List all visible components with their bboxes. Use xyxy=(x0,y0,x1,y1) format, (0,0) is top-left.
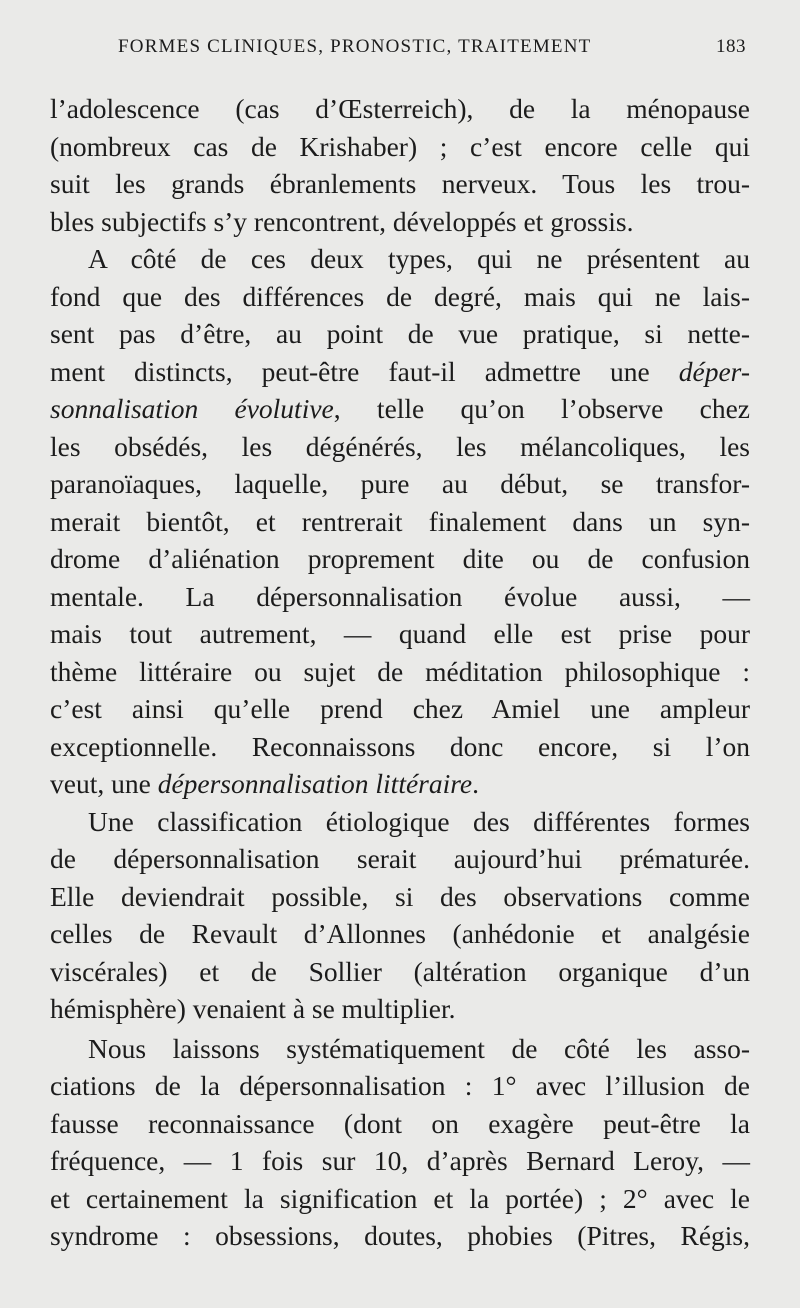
page-number: 183 xyxy=(716,36,746,57)
text-line: drome d’aliénation proprement dite ou de confusion xyxy=(50,543,750,574)
body-text xyxy=(50,90,750,1255)
text-line: fond que des différences de degré, mais qui ne lais- xyxy=(50,280,750,312)
text-run: ment distincts, peut-être faut-il admettre une xyxy=(50,355,679,387)
text-line: Nous laissons systématiquement de côté les asso- xyxy=(88,1032,750,1064)
text-line: mais tout autrement, — quand elle est prise pour xyxy=(50,618,750,649)
text-line: paranoïaques, laquelle, pure au début, se transfor- xyxy=(50,468,750,499)
text-line: les obsédés, les dégénérés, les mélancoliques, les xyxy=(50,430,750,462)
italic-run: déper- xyxy=(678,355,750,387)
text-line: et certainement la signification et la portée) ; 2° avec le xyxy=(50,1182,750,1214)
text-line: A côté de ces deux types, qui ne présentent au xyxy=(88,243,750,274)
text-line: hémisphère) venaient à se multiplier. xyxy=(50,993,456,1024)
paragraph-3 xyxy=(50,803,750,1028)
text-line: (nombreux cas de Krishaber) ; c’est encore celle qui xyxy=(50,130,750,162)
text-line: celles de Revault d’Allonnes (anhédonie et analgésie xyxy=(50,918,750,949)
text-line: suit les grands ébranlements nerveux. Tous les trou- xyxy=(50,168,750,199)
italic-run: dépersonnalisation littéraire xyxy=(157,768,473,799)
text-line: fausse reconnaissance (dont on exagère peut-être la xyxy=(50,1107,750,1139)
text-line: syndrome : obsessions, doutes, phobies (Pitres, Régis, xyxy=(50,1220,750,1251)
text-line: viscérales) et de Sollier (altération organique d’un xyxy=(50,955,750,987)
text-line: merait bientôt, et rentrerait finalement dans un syn- xyxy=(50,505,750,537)
text-line: fréquence, — 1 fois sur 10, d’après Bernard Leroy, — xyxy=(50,1145,750,1176)
paragraph-2 xyxy=(50,240,750,803)
text-run: , telle qu’on l’observe chez xyxy=(333,393,750,424)
text-line: de dépersonnalisation serait aujourd’hui prématurée. xyxy=(50,843,750,874)
text-run: . xyxy=(472,768,480,799)
text-line: c’est ainsi qu’elle prend chez Amiel une ampleur xyxy=(50,693,750,724)
text-line: thème littéraire ou sujet de méditation philosophique : xyxy=(50,655,750,687)
text-line: Une classification étiologique des différentes formes xyxy=(88,805,750,837)
running-title: FORMES CLINIQUES, PRONOSTIC, TRAITEMENT xyxy=(118,36,592,57)
paragraph-1 xyxy=(50,90,750,240)
text-line: l’adolescence (cas d’Œsterreich), de la ménopause xyxy=(50,93,750,124)
text-line: mentale. La dépersonnalisation évolue aussi, — xyxy=(50,580,750,612)
text-line: sent pas d’être, au point de vue pratique, si nette- xyxy=(50,318,750,349)
text-line xyxy=(50,353,750,391)
text-line: ciations de la dépersonnalisation : 1° avec l’illusion de xyxy=(50,1070,750,1101)
text-line: exceptionnelle. Reconnaissons donc encore, si l’on xyxy=(50,730,750,762)
text-line: bles subjectifs s’y rencontrent, développés et grossis. xyxy=(50,205,634,237)
paragraph-4 xyxy=(50,1030,750,1255)
text-line: Elle deviendrait possible, si des observations comme xyxy=(50,880,750,912)
text-line xyxy=(50,390,750,428)
text-run: veut, une xyxy=(50,768,158,799)
italic-run: sonnalisation évolutive xyxy=(50,393,334,424)
text-line xyxy=(50,765,750,803)
